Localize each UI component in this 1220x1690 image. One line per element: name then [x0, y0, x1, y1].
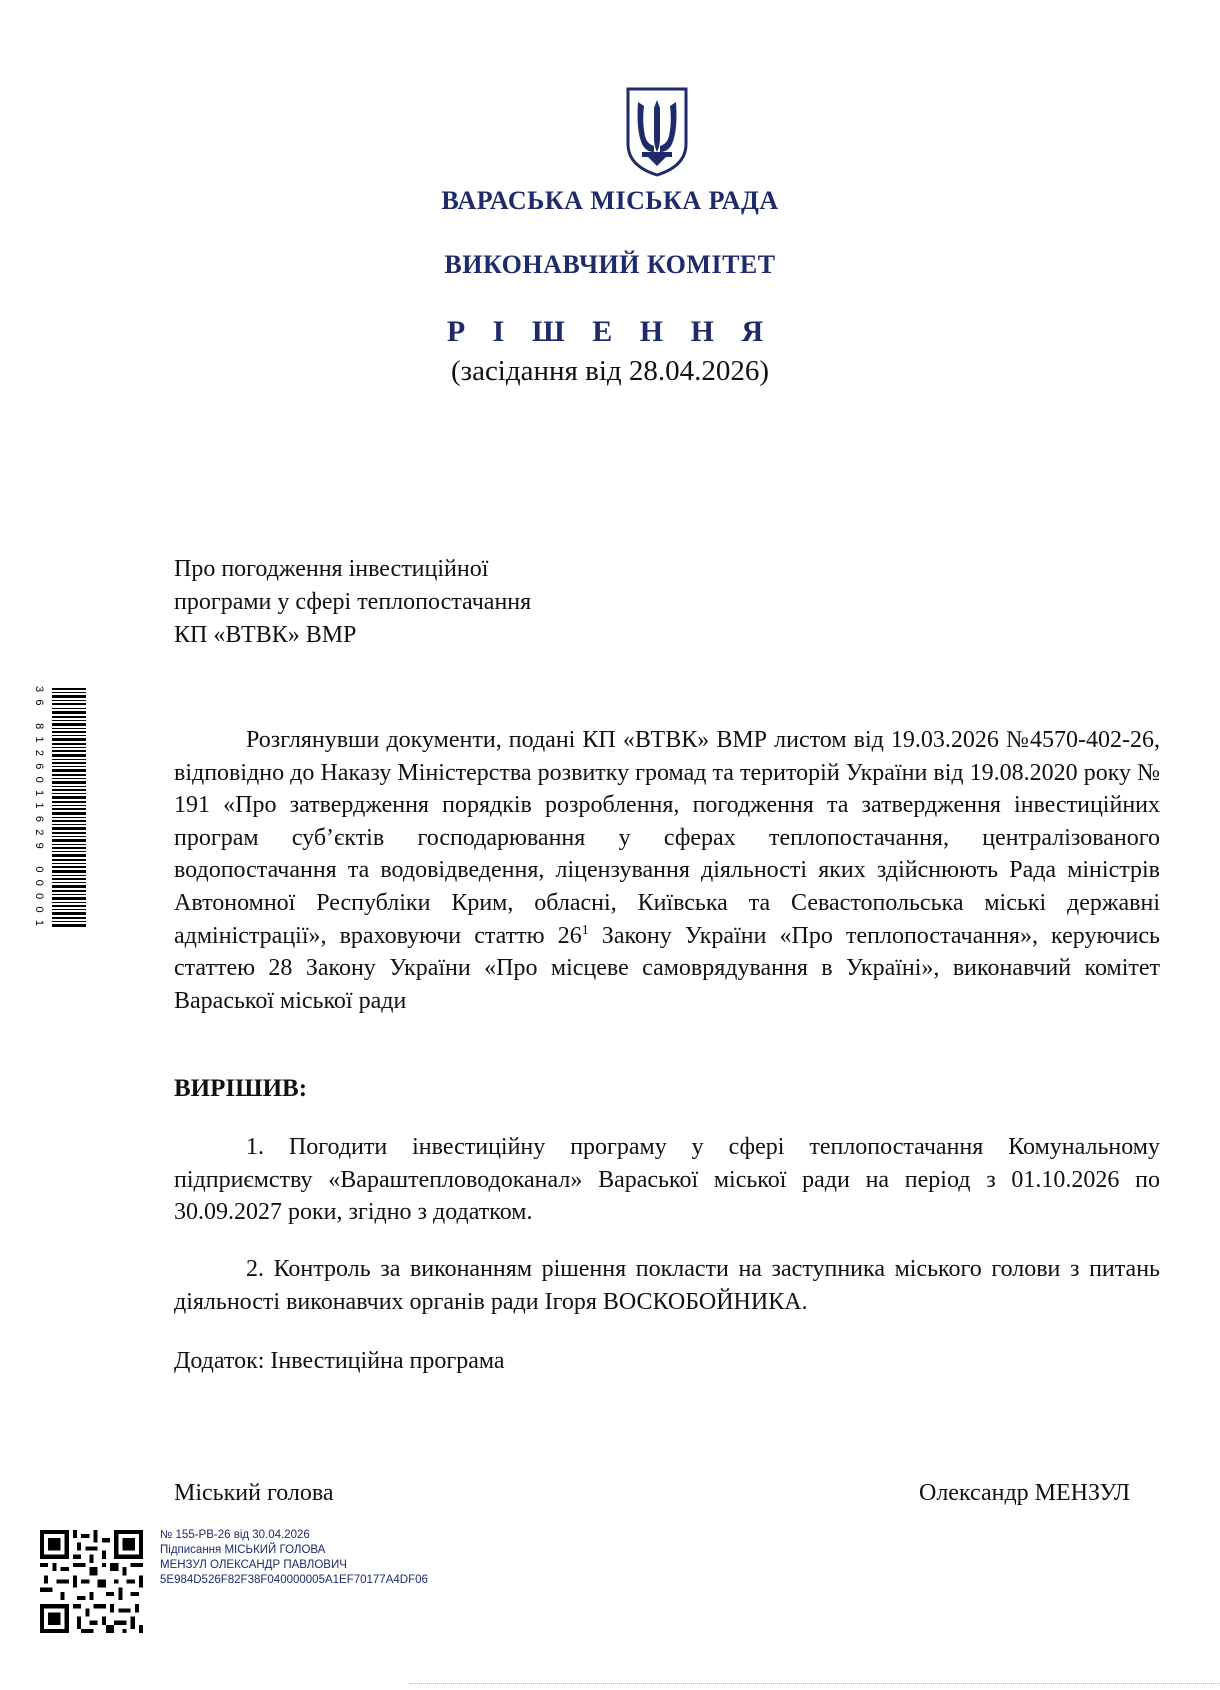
resolved-heading: ВИРІШИВ: — [174, 1075, 308, 1102]
signatory-name: Олександр МЕНЗУЛ — [919, 1480, 1130, 1506]
e-signature-stamp — [160, 1528, 428, 1588]
document-type: Р І Ш Е Н Н Я — [446, 315, 774, 348]
barcode — [30, 684, 90, 934]
decision-item-2 — [174, 1253, 1160, 1318]
preamble-text-continued: Закону України «Про теплопостачання», керуючись статтею 28 Закону України «Про місцеве самоврядування в Україні», виконавчий комітет Вараської міської ради — [174, 922, 1160, 1014]
subject-line: Про погодження інвестиційної — [174, 556, 489, 582]
decision-subject — [174, 553, 531, 652]
barcode-number: 36 8126011629 00001 — [33, 686, 45, 926]
subject-line: програми у сфері теплопостачання — [174, 589, 532, 615]
subject-line: КП «ВТВК» ВМР — [174, 622, 357, 648]
decision-item-text: 1. Погодити інвестиційну програму у сфері теплопостачання Комунальному підприємству «Вараштепловодоканал» Вараської міської ради на період з 01.10.2026 по 30.09.2027 роки, згідно з додатком. — [174, 1134, 1160, 1226]
signatory-title: Міський голова — [174, 1480, 334, 1506]
stamp-line: Підписання МІСЬКИЙ ГОЛОВА — [160, 1544, 326, 1556]
committee-name: ВИКОНАВЧИЙ КОМІТЕТ — [444, 250, 776, 279]
decision-item-text: 2. Контроль за виконанням рішення покласти на заступника міського голови з питань діяльності виконавчих органів ради Ігоря ВОСКОБОЙНИКА. — [174, 1256, 1160, 1315]
page-bottom-divider — [410, 1683, 1220, 1684]
council-name: ВАРАСЬКА МІСЬКА РАДА — [441, 186, 779, 215]
stamp-line: № 155-РВ-26 від 30.04.2026 — [160, 1529, 310, 1541]
decision-item-1 — [174, 1131, 1160, 1229]
attachment-note: Додаток: Інвестиційна програма — [174, 1348, 505, 1374]
meeting-date: (засідання від 28.04.2026) — [450, 355, 770, 387]
qr-code — [40, 1530, 143, 1633]
stamp-line: МЕНЗУЛ ОЛЕКСАНДР ПАВЛОВИЧ — [160, 1559, 347, 1571]
superscript: 1 — [581, 922, 589, 938]
coat-of-arms-emblem — [624, 86, 690, 178]
stamp-line: 5E984D526F82F38F040000005A1EF70177A4DF06 — [160, 1574, 428, 1586]
preamble-paragraph — [174, 724, 1160, 1017]
preamble-text: Розглянувши документи, подані КП «ВТВК» ВМР листом від 19.03.2026 №4570-402-26, відповідно до Наказу Міністерства розвитку громад та територій України від 19.08.2020 року № 191 «Про затвердження порядків розроблення, погодження та затвердження інвестиційних програм суб’єктів господарювання у сферах теплопостачання, централізованого водопостачання та водовідведення, ліцензування діяльності яких здійснюють Рада міністрів Автономної Республіки Крим, обласні, Київська та Севастопольська міські державні адміністрації», враховуючи статтю 26 — [174, 727, 1160, 949]
